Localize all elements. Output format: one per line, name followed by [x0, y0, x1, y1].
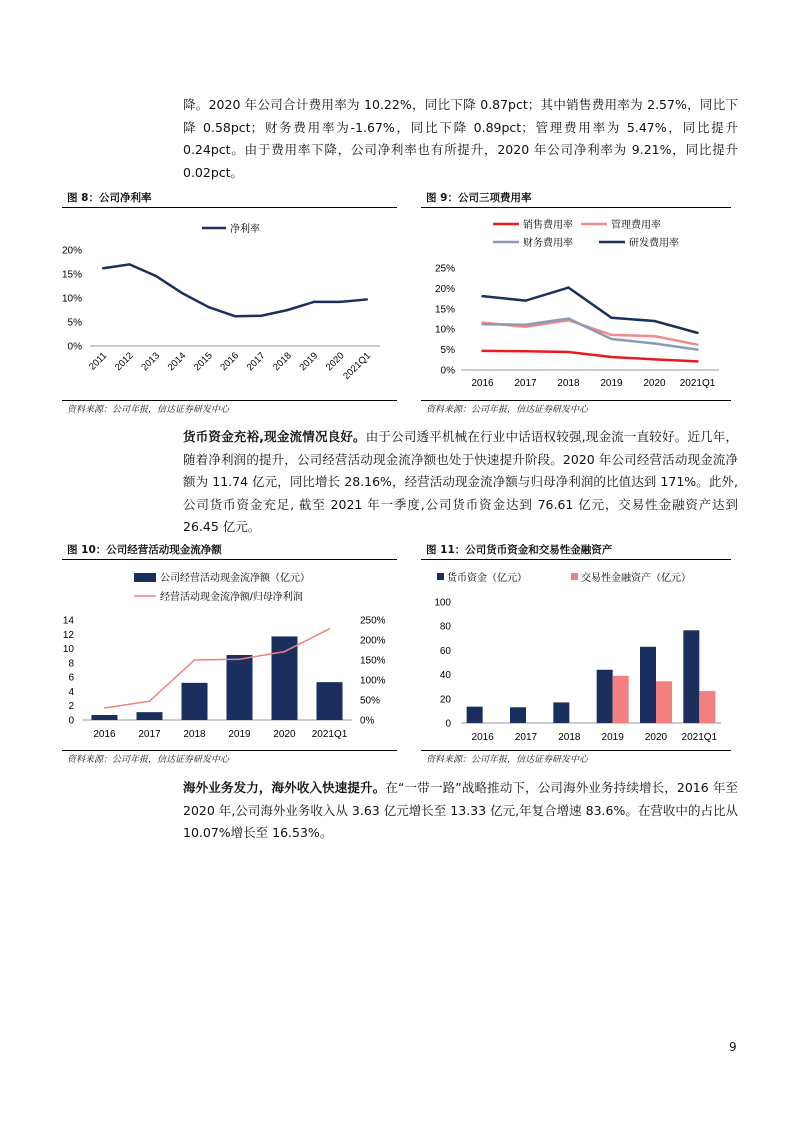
x-tick-label: 2017	[138, 729, 161, 740]
x-tick-label: 2016	[218, 350, 242, 374]
x-tick-label: 2017	[514, 378, 537, 389]
paragraph-lead: 海外业务发力，海外收入快速提升。	[183, 780, 386, 795]
bar-cash	[683, 630, 699, 723]
paragraph-overseas	[183, 777, 738, 845]
legend-label: 经营活动现金流净额/归母净利润	[160, 592, 303, 603]
x-tick-label: 2013	[139, 350, 163, 374]
y-tick-label: 4	[68, 686, 74, 698]
figure-10-bottom-rule	[62, 750, 397, 751]
figure-10-top-rule	[62, 559, 397, 560]
figure-11-source: 资料来源：公司年报，信达证券研发中心	[426, 755, 589, 765]
y-tick-label: 0	[68, 715, 74, 727]
y-tick-label: 15%	[62, 269, 82, 281]
figure-10-chart	[62, 562, 397, 748]
paragraph-text: 由于公司透平机械在行业中话语权较强,现金流一直较好。近几年，随着净利润的提升，公司经营活动现金流净额也处于快速提升阶段。2020 年公司经营活动现金流净额为 11.74 亿元，同比增长 28.16%，经营活动现金流净额与归母净利润的比值达到 171%。此外,公司货币资金充足, 截至 2021 年一季度,公司货币资金达到 76.61 亿元，交易性金融资产达到 26.45 亿元。	[183, 429, 739, 534]
x-tick-label: 2020	[643, 378, 666, 389]
series-line	[483, 351, 698, 362]
figure-8-chart	[62, 210, 397, 398]
bar-cash-flow	[227, 655, 253, 720]
y-tick-label: 0%	[67, 341, 82, 353]
x-tick-label: 2017	[244, 350, 268, 374]
data-point	[313, 301, 315, 303]
x-tick-label: 2021Q1	[311, 729, 348, 740]
legend-label: 财务费用率	[523, 238, 573, 249]
figure-9-source: 资料来源：公司年报，信达证券研发中心	[426, 405, 589, 415]
figure-10-source: 资料来源：公司年报，信达证券研发中心	[67, 755, 230, 765]
y-tick-label: 10	[62, 644, 74, 656]
data-point	[284, 651, 286, 653]
bar-cash-flow	[92, 715, 118, 720]
legend-label: 研发费用率	[629, 238, 679, 249]
x-tick-label: 2018	[271, 350, 294, 374]
series-line-net-margin	[103, 264, 367, 316]
data-point	[287, 309, 289, 311]
y-tick-label: 15%	[434, 304, 455, 316]
paragraph-text: 降。2020 年公司合计费用率为 10.22%，同比下降 0.87pct；其中销售费用率为 2.57%，同比下降 0.58pct；财务费用率为-1.67%，同比下降 0.89pct；管理费用率为 5.47%，同比提升 0.24pct。由于费用率下降，公司净利率也有所提升，2020 年公司净利率为 9.21%，同比提升 0.02pct。	[183, 97, 738, 180]
data-point	[366, 298, 368, 300]
figure-11-bottom-rule	[421, 750, 731, 751]
x-tick-label: 2019	[600, 378, 623, 389]
y-tick-label: 6	[68, 672, 74, 684]
legend-label: 货币资金（亿元）	[447, 573, 527, 584]
x-tick-label: 2016	[471, 378, 494, 389]
y2-tick-label: 150%	[360, 655, 386, 667]
figure-9-top-rule	[421, 207, 731, 208]
bar-cash	[640, 647, 656, 723]
figure-8-bottom-rule	[62, 400, 397, 401]
y-tick-label: 5%	[67, 317, 82, 329]
x-tick-label: 2016	[93, 729, 116, 740]
data-point	[102, 267, 104, 269]
y-tick-label: 20%	[62, 245, 82, 257]
x-tick-label: 2018	[557, 378, 580, 389]
bar-cash-flow	[272, 636, 298, 720]
bar-financial-assets	[656, 681, 672, 723]
data-point	[567, 317, 569, 319]
bar-cash	[553, 702, 569, 723]
x-tick-label: 2014	[165, 350, 189, 374]
legend-label: 公司经营活动现金流净额（亿元）	[160, 573, 310, 584]
y2-tick-label: 250%	[360, 615, 386, 627]
paragraph-lead: 货币资金充裕,现金流情况良好。	[183, 429, 366, 444]
data-point	[481, 323, 483, 325]
legend-marker	[437, 573, 444, 580]
data-point	[653, 320, 655, 322]
x-tick-label: 2020	[273, 729, 296, 740]
x-tick-label: 2020	[323, 350, 347, 374]
y-tick-label: 5%	[440, 345, 455, 357]
y2-tick-label: 100%	[360, 675, 386, 687]
data-point	[696, 332, 698, 334]
y2-tick-label: 50%	[360, 695, 381, 707]
data-point	[610, 338, 612, 340]
y2-tick-label: 0%	[360, 715, 375, 727]
y-tick-label: 40	[439, 670, 451, 682]
data-point	[239, 658, 241, 660]
x-tick-label: 2021Q1	[341, 350, 373, 383]
data-point	[524, 299, 526, 301]
x-tick-label: 2021Q1	[681, 732, 718, 743]
bar-cash-flow	[137, 712, 163, 720]
data-point	[653, 342, 655, 344]
data-point	[149, 700, 151, 702]
x-tick-label: 2012	[112, 350, 136, 374]
data-point	[481, 295, 483, 297]
y-tick-label: 25%	[434, 263, 455, 275]
x-tick-label: 2017	[514, 732, 538, 743]
data-point	[329, 628, 331, 630]
x-tick-label: 2011	[87, 350, 110, 373]
x-tick-label: 2019	[228, 729, 251, 740]
bar-cash-flow	[182, 683, 208, 720]
data-point	[524, 350, 526, 352]
data-point	[234, 315, 236, 317]
y-tick-label: 10%	[434, 324, 455, 336]
y-tick-label: 14	[62, 615, 74, 627]
data-point	[567, 351, 569, 353]
figure-8-top-rule	[62, 207, 397, 208]
data-point	[610, 317, 612, 319]
y2-tick-label: 200%	[360, 635, 386, 647]
data-point	[696, 344, 698, 346]
bar-financial-assets	[613, 676, 629, 723]
data-point	[481, 350, 483, 352]
paragraph-expense-ratio	[183, 94, 738, 184]
y-tick-label: 12	[62, 629, 74, 641]
data-point	[696, 348, 698, 350]
data-point	[260, 315, 262, 317]
data-point	[567, 286, 569, 288]
x-tick-label: 2015	[192, 350, 215, 374]
x-tick-label: 2019	[601, 732, 624, 743]
data-point	[653, 335, 655, 337]
bar-cash	[597, 670, 613, 723]
figure-10-title: 图 10：公司经营活动现金流净额	[67, 544, 222, 556]
paragraph-cash	[183, 426, 738, 539]
y-tick-label: 20%	[434, 283, 455, 295]
data-point	[155, 275, 157, 277]
paragraph-text: 在“一带一路”战略推动下，公司海外业务持续增长，2016 年至 2020 年,公司海外业务收入从 3.63 亿元增长至 13.33 亿元,年复合增速 83.6%。在营收中的占比从 10.07%增长至 16.53%。	[183, 780, 738, 840]
y-tick-label: 8	[68, 658, 74, 670]
x-tick-label: 2018	[558, 732, 581, 743]
data-point	[128, 263, 130, 265]
data-point	[181, 292, 183, 294]
figure-11-top-rule	[421, 559, 731, 560]
figure-11-title: 图 11：公司货币资金和交易性金融资产	[426, 544, 613, 556]
figure-8-source: 资料来源：公司年报，信达证券研发中心	[67, 405, 230, 415]
legend-label: 销售费用率	[523, 220, 573, 231]
data-point	[207, 306, 209, 308]
data-point	[339, 301, 341, 303]
legend-label: 交易性金融资产（亿元）	[581, 573, 691, 584]
y-tick-label: 0	[445, 718, 451, 730]
data-point	[194, 659, 196, 661]
legend-marker	[134, 573, 156, 582]
y-tick-label: 100	[434, 597, 451, 609]
legend-marker	[571, 573, 578, 580]
page-number: 9	[729, 1040, 737, 1054]
bar-cash-flow	[317, 682, 343, 720]
x-tick-label: 2019	[297, 350, 321, 374]
y-tick-label: 0%	[440, 365, 455, 377]
bar-cash	[467, 707, 483, 723]
data-point	[610, 334, 612, 336]
data-point	[696, 360, 698, 362]
y-tick-label: 2	[68, 701, 74, 713]
legend-label: 净利率	[230, 224, 260, 235]
data-point	[653, 358, 655, 360]
y-tick-label: 20	[439, 694, 451, 706]
legend-label: 管理费用率	[611, 220, 661, 231]
x-tick-label: 2020	[644, 732, 668, 743]
x-tick-label: 2016	[471, 732, 494, 743]
data-point	[104, 707, 106, 709]
bar-cash	[510, 707, 526, 723]
data-point	[524, 324, 526, 326]
x-tick-label: 2018	[183, 729, 206, 740]
figure-11-chart	[421, 562, 731, 748]
figure-8-title: 图 8：公司净利率	[67, 192, 152, 204]
data-point	[610, 356, 612, 358]
figure-9-title: 图 9：公司三项费用率	[426, 192, 532, 204]
figure-9-chart	[421, 210, 731, 398]
x-tick-label: 2021Q1	[679, 378, 716, 389]
figure-9-bottom-rule	[421, 400, 731, 401]
y-tick-label: 60	[439, 645, 451, 657]
y-tick-label: 80	[439, 621, 451, 633]
bar-financial-assets	[699, 691, 715, 723]
y-tick-label: 10%	[62, 293, 82, 305]
